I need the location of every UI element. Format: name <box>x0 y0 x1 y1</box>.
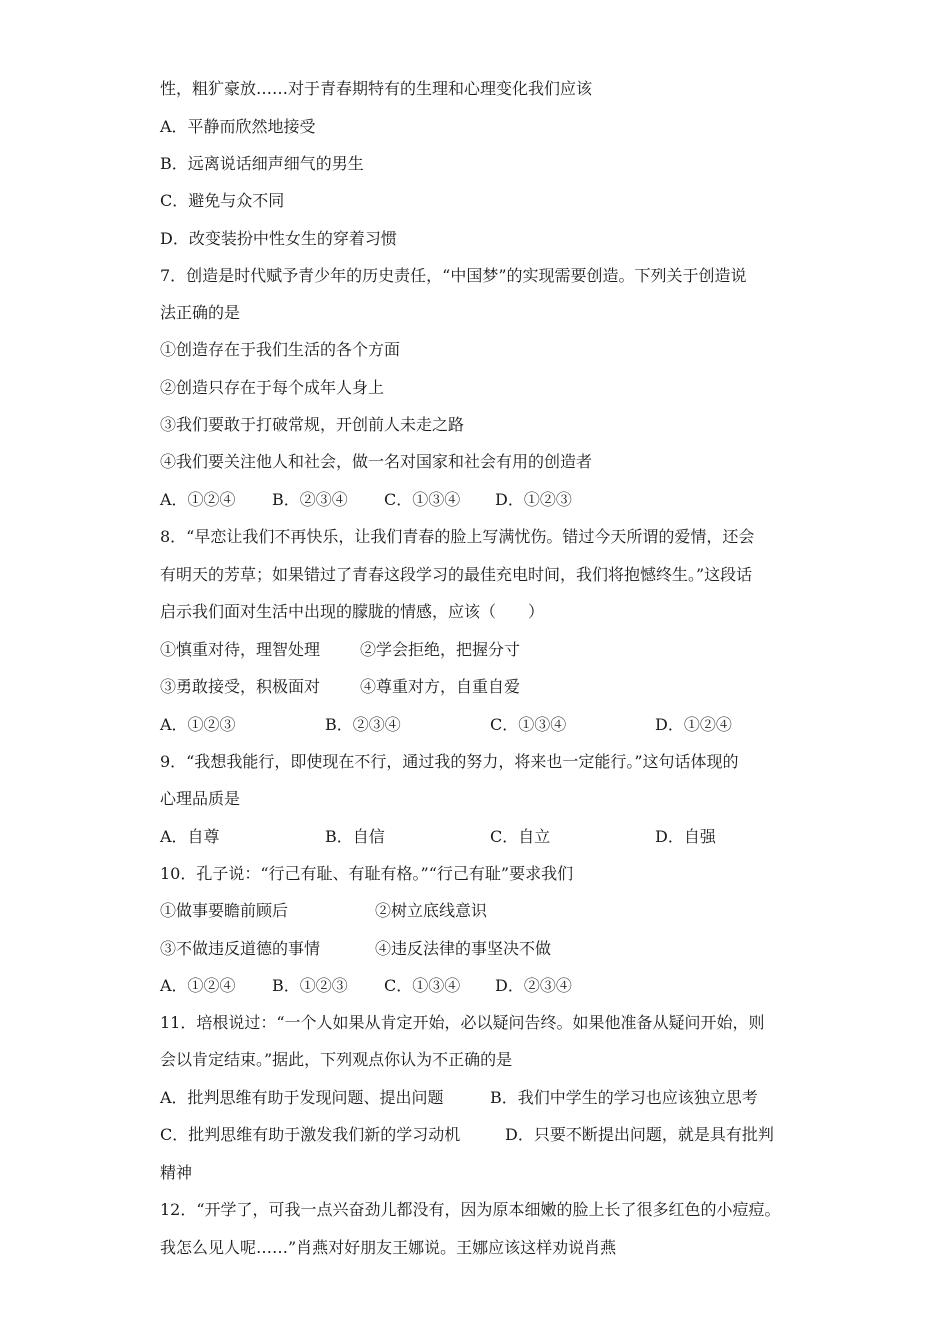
q10-option-c: C．①③④ <box>384 976 461 995</box>
q9-stem-line-1: 9．“我想我能行，即使现在不行，通过我的努力，将来也一定能行。”这句话体现的 <box>160 752 739 771</box>
q10-statement-3: ③不做违反道德的事情 <box>160 939 321 958</box>
q9-option-c: C．自立 <box>490 827 551 846</box>
q8-option-c: C．①③④ <box>490 715 567 734</box>
q6-option-b: B．远离说话细声细气的男生 <box>160 154 364 173</box>
q6-option-a: A．平静而欣然地接受 <box>160 117 316 136</box>
q8-option-a: A．①②③ <box>160 715 236 734</box>
q11-option-d: D．只要不断提出问题，就是具有批判 <box>505 1125 774 1144</box>
q8-statement-2: ②学会拒绝，把握分寸 <box>360 640 521 659</box>
q7-statement-3: ③我们要敢于打破常规，开创前人未走之路 <box>160 415 465 434</box>
q11-stem-line-1: 11．培根说过：“一个人如果从肯定开始，必以疑问告终。如果他准备从疑问开始，则 <box>160 1013 765 1032</box>
q10-statement-4: ④违反法律的事坚决不做 <box>375 939 552 958</box>
q8-stem-line-1: 8．“早恋让我们不再快乐，让我们青春的脸上写满忧伤。错过今天所谓的爱情，还会 <box>160 527 755 546</box>
q11-option-c: C．批判思维有助于激发我们新的学习动机 <box>160 1125 461 1144</box>
q7-stem-line-2: 法正确的是 <box>160 303 241 322</box>
q10-option-d: D．②③④ <box>495 976 572 995</box>
q11-stem-line-2: 会以肯定结束。”据此，下列观点你认为不正确的是 <box>160 1050 513 1069</box>
q8-stem-line-3: 启示我们面对生活中出现的朦胧的情感，应该（ ） <box>160 602 545 621</box>
q8-stem-line-2: 有明天的芳草；如果错过了青春这段学习的最佳充电时间，我们将抱憾终生。”这段话 <box>160 565 753 584</box>
q6-option-c: C．避免与众不同 <box>160 191 285 210</box>
q11-option-d-continued: 精神 <box>160 1163 193 1182</box>
q9-option-d: D．自强 <box>655 827 716 846</box>
q10-stem: 10．孔子说：“行己有耻、有耻有格。”“行己有耻”要求我们 <box>160 864 574 883</box>
q6-option-d: D．改变装扮中性女生的穿着习惯 <box>160 229 397 248</box>
q8-option-d: D．①②④ <box>655 715 732 734</box>
q7-option-a: A．①②④ <box>160 490 236 509</box>
q11-option-a: A．批判思维有助于发现问题、提出问题 <box>160 1088 444 1107</box>
q7-option-d: D．①②③ <box>495 490 572 509</box>
q10-option-b: B．①②③ <box>272 976 348 995</box>
q7-statement-4: ④我们要关注他人和社会，做一名对国家和社会有用的创造者 <box>160 452 593 471</box>
q6-text-tail: 性，粗犷豪放……对于青春期特有的生理和心理变化我们应该 <box>160 79 593 98</box>
q8-statement-1: ①慎重对待，理智处理 <box>160 640 321 659</box>
q11-option-b: B．我们中学生的学习也应该独立思考 <box>490 1088 758 1107</box>
q10-option-a: A．①②④ <box>160 976 236 995</box>
q8-statement-4: ④尊重对方，自重自爱 <box>360 677 521 696</box>
q8-option-b: B．②③④ <box>325 715 401 734</box>
q12-stem-line-2: 我怎么见人呢……”肖燕对好朋友王娜说。王娜应该这样劝说肖燕 <box>160 1238 617 1257</box>
q7-option-c: C．①③④ <box>384 490 461 509</box>
q10-statement-2: ②树立底线意识 <box>375 901 488 920</box>
q7-statement-2: ②创造只存在于每个成年人身上 <box>160 378 385 397</box>
q8-statement-3: ③勇敢接受，积极面对 <box>160 677 321 696</box>
q9-option-b: B．自信 <box>325 827 385 846</box>
q12-stem-line-1: 12．“开学了，可我一点兴奋劲儿都没有，因为原本细嫩的脸上长了很多红色的小痘痘。 <box>160 1200 781 1219</box>
q7-option-b: B．②③④ <box>272 490 348 509</box>
q9-stem-line-2: 心理品质是 <box>160 789 241 808</box>
q7-statement-1: ①创造存在于我们生活的各个方面 <box>160 340 401 359</box>
q10-statement-1: ①做事要瞻前顾后 <box>160 901 289 920</box>
q9-option-a: A．自尊 <box>160 827 220 846</box>
q7-stem-line-1: 7．创造是时代赋予青少年的历史责任，“中国梦”的实现需要创造。下列关于创造说 <box>160 266 747 285</box>
